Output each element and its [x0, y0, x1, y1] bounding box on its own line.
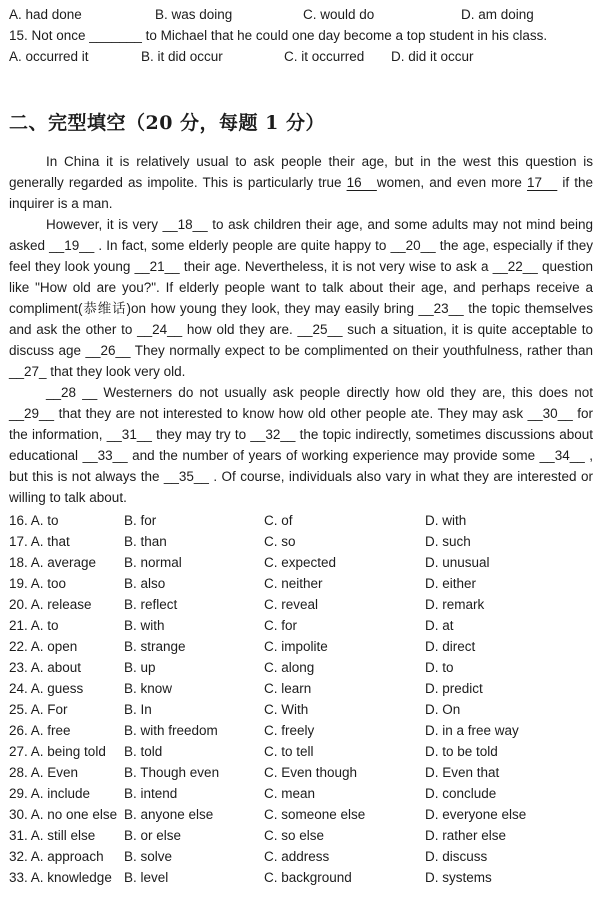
option-cell-b: B. also	[124, 576, 166, 591]
option-cell-c: C. along	[264, 660, 315, 675]
option-cell-number-a: 26. A. free	[9, 723, 71, 738]
option-cell-number-a: 28. A. Even	[9, 765, 79, 780]
option-cell-c: C. address	[264, 849, 330, 864]
option-cell-d: D. predict	[425, 681, 483, 696]
option-cell-b: B. anyone else	[124, 807, 214, 822]
option-cell-number-a: 25. A. For	[9, 702, 68, 717]
option-cell-b: B. or else	[124, 828, 182, 843]
option-cell-number-a: 24. A. guess	[9, 681, 84, 696]
option-cell-number-a: 23. A. about	[9, 660, 82, 675]
passage	[9, 151, 593, 508]
option-cell-d: D. in a free way	[425, 723, 519, 738]
option-cell-d: D. remark	[425, 597, 485, 612]
option-cell-b: B. normal	[124, 555, 182, 570]
option-cell-number-a: 22. A. open	[9, 639, 78, 654]
section-title: 二、完型填空（20 分，每题 1 分）	[9, 112, 326, 134]
option-cell-c: C. freely	[264, 723, 315, 738]
option-cell-number-a: 33. A. knowledge	[9, 870, 112, 885]
option-cell-b: B. Though even	[124, 765, 220, 780]
option-cell-number-a: 19. A. too	[9, 576, 67, 591]
option-cell-c: C. expected	[264, 555, 337, 570]
option-cell-c: C. neither	[264, 576, 323, 591]
option-cell-c: C. someone else	[264, 807, 366, 822]
passage-paragraph: However, it is very __18__ to ask children their age, and some adults may not mind being asked __19__ . In fact, some elderly people are quite happy to __20__ the age, especially if they feel they look young __21__ their age. Nevertheless, it is not very wise to ask a __22__ question like "How old are you?". If elderly people want to talk about their age, and perhaps receive a compliment(恭维话)on how young they look, they may easily bring __23__ the topic themselves and ask the other to __24__ how old they are. __25__ such a situation, it is quite acceptable to discuss age __26__ They normally expect to be complimented on their youthfulness, rather than __27_ that they look very old.	[9, 217, 593, 379]
option-cell-c: C. of	[264, 513, 293, 528]
option-cell-d: D. everyone else	[425, 807, 527, 822]
option-cell-number-a: 17. A. that	[9, 534, 70, 549]
option-cell-d: D. unusual	[425, 555, 490, 570]
option-cell-b: B. level	[124, 870, 169, 885]
option-cell-c: C. learn	[264, 681, 312, 696]
option-cell-number-a: 30. A. no one else	[9, 807, 118, 822]
answer-row-question-14	[9, 4, 593, 25]
option-cell-number-a: 29. A. include	[9, 786, 91, 801]
option-cell-b: B. solve	[124, 849, 173, 864]
option-cell-b: B. know	[124, 681, 173, 696]
option-cell-b: B. In	[124, 702, 152, 717]
option-cell-c: C. impolite	[264, 639, 328, 654]
option-cell-d: D. to	[425, 660, 454, 675]
option-cell-b: B. reflect	[124, 597, 178, 612]
question-15-text: 15. Not once _______ to Michael that he could one day become a top student in his class.	[9, 28, 548, 43]
option-cell-b: B. than	[124, 534, 167, 549]
option-cell-c: C. so	[264, 534, 296, 549]
option-cell-d: D. On	[425, 702, 461, 717]
option-cell-d: D. conclude	[425, 786, 497, 801]
option-cell-number-a: 16. A. to	[9, 513, 59, 528]
cloze-options-table	[9, 510, 593, 888]
q15-option-d: D. did it occur	[391, 49, 474, 64]
option-cell-d: D. discuss	[425, 849, 488, 864]
option-cell-number-a: 18. A. average	[9, 555, 97, 570]
option-cell-b: B. with freedom	[124, 723, 218, 738]
blank-underline: 17	[527, 175, 558, 190]
option-cell-number-a: 27. A. being told	[9, 744, 106, 759]
option-cell-d: D. rather else	[425, 828, 507, 843]
q15-option-c: C. it occurred	[284, 49, 365, 64]
option-cell-d: D. with	[425, 513, 467, 528]
passage-paragraph: __28 __ Westerners do not usually ask people directly how old they are, this does not __29__ that they are not interested to know how old other people ate. They may ask __30__ for the information, __31__ they may try to __32__ the topic indirectly, sometimes discussions about educational __33__ and the number of years of working experience may provide some __34__ , but this is not always the __35__ . Of course, individuals also vary in what they are interested or willing to talk about.	[9, 385, 593, 505]
option-cell-d: D. Even that	[425, 765, 500, 780]
answer-row-question-15	[9, 46, 593, 67]
option-cell-b: B. strange	[124, 639, 186, 654]
option-cell-c: C. background	[264, 870, 352, 885]
option-cell-b: B. with	[124, 618, 165, 633]
option-cell-d: D. direct	[425, 639, 476, 654]
option-cell-d: D. to be told	[425, 744, 498, 759]
q14-option-d: D. am doing	[461, 7, 534, 22]
option-cell-number-a: 31. A. still else	[9, 828, 96, 843]
option-cell-c: C. reveal	[264, 597, 319, 612]
blank-underline: 16	[346, 175, 377, 190]
option-cell-d: D. either	[425, 576, 477, 591]
q14-option-b: B. was doing	[155, 7, 233, 22]
q15-option-a: A. occurred it	[9, 49, 89, 64]
option-cell-b: B. told	[124, 744, 163, 759]
option-cell-c: C. for	[264, 618, 298, 633]
option-cell-c: C. mean	[264, 786, 316, 801]
option-cell-d: D. systems	[425, 870, 492, 885]
option-cell-number-a: 21. A. to	[9, 618, 59, 633]
option-cell-c: C. With	[264, 702, 309, 717]
passage-paragraph: In China it is relatively usual to ask people their age, but in the west this question is generally regarded as impolite. This is particularly true 16 women, and even more 17 if the inquirer is a man.	[9, 154, 593, 211]
option-cell-b: B. intend	[124, 786, 178, 801]
option-cell-d: D. such	[425, 534, 471, 549]
option-cell-d: D. at	[425, 618, 454, 633]
blank-space	[9, 67, 593, 109]
q14-option-c: C. would do	[303, 7, 375, 22]
q15-option-b: B. it did occur	[141, 49, 223, 64]
option-cell-number-a: 32. A. approach	[9, 849, 104, 864]
option-cell-b: B. for	[124, 513, 157, 528]
option-cell-c: C. Even though	[264, 765, 358, 780]
option-cell-c: C. to tell	[264, 744, 314, 759]
option-cell-c: C. so else	[264, 828, 325, 843]
option-cell-b: B. up	[124, 660, 156, 675]
q14-option-a: A. had done	[9, 7, 82, 22]
option-cell-number-a: 20. A. release	[9, 597, 92, 612]
